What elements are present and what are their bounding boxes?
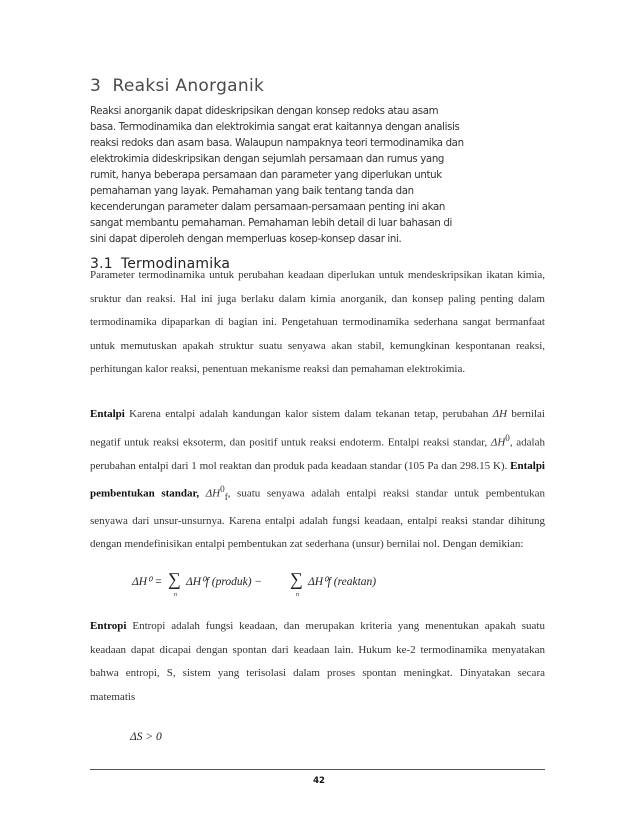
entalpi-text-4: , suatu senyawa adalah entalpi reaksi standar untuk pembentukan senyawa dari unsur-unsurnya. Karena entalpi adalah fungsi keadaan, entalpi reaksi standar dihitung dengan mendefinisikan entalpi pembentukan zat sederhana (unsur) bernilai nol. Dengan demikian: [90,487,545,550]
entalpi-text-2: bernilai negatif untuk reaksi eksoterm, dan positif untuk reaksi endoterm. Entalpi reaksi standar, [90,408,545,449]
entalpi-pembentukan-term: Entalpi pembentukan standar, [90,459,545,500]
chapter-title [90,76,264,96]
chapter-title-text: Reaksi Anorganik [112,76,265,96]
formula-sum-1: ∑ [168,569,181,589]
section-title-text: Termodinamika [120,256,231,272]
entropi-paragraph [90,615,545,709]
delta-hf-subscript: f [224,492,228,502]
enthalpy-formula [132,568,392,604]
delta-hf-superscript: 0 [220,484,225,495]
chapter-intro: Reaksi anorganik dapat dideskripsikan dengan konsep redoks atau asam basa. Termodinamika dan elektrokimia sangat erat kaitannya dengan analisis reaksi redoks dan asam basa. Walaupun nampaknya teori termodinamika dan elektrokimia dideskripsikan dengan sejumlah persamaan dan rumus yang rumit, hanya beberapa persamaan dan parameter yang diperlukan untuk pemahaman yang layak. Pemahaman yang baik tentang tanda dan kecenderungan parameter dalam persamaan-persamaan penting ini akan sangat membantu pemahaman. Pemahaman lebih detail di luar bahasan di sini dapat diperoleh dengan memperluas kosep-konsep dasar ini. [90,106,464,245]
entalpi-text-3: , adalah perubahan entalpi dari 1 mol reaktan dan produk pada keadaan standar (105 Pa dan 298.15 K). [90,436,545,472]
termodinamika-paragraph: Parameter termodinamika untuk perubahan keadaan diperlukan untuk mendeskripsikan ikatan kimia, sruktur dan reaksi. Hal ini juga berlaku dalam kimia anorganik, dan konsep paling penting dalam termodinamika dipaparkan di bagian ini. Pengetahuan termodinamika sederhana sangat bermanfaat untuk memutuskan apakah struktur suatu senyawa akan stabil, kemungkinan kespontanan reaksi, perhitungan kalor reaksi, penentuan mekanisme reaksi dan pemahaman elektrokimia. [90,269,545,375]
entalpi-term: Entalpi [90,408,125,420]
formula-term-reactants: ΔH⁰f (reaktan) [308,576,377,588]
formula-term-products: ΔH⁰f (produk) − [186,576,263,588]
formula-sum-1-index: n [174,592,177,598]
formula-sum-2: ∑ [290,569,303,589]
formula-lhs: ΔH⁰ = [132,576,163,588]
section-number: 3.1 [90,256,113,272]
entropi-text: Entropi adalah fungsi keadaan, dan merupakan kriteria yang menentukan apakah suatu keadaan dapat dicapai dengan spontan dari keadaan lain. Hukum ke-2 termodinamika menyatakan bahwa entropi, S, sistem yang terisolasi dalam proses spontan meningkat. Dinyatakan secara matematis [90,620,545,703]
delta-hf-symbol: ΔH [199,487,221,500]
entropy-inequality: ΔS > 0 [130,731,162,743]
delta-h0-superscript: 0 [505,432,510,443]
chapter-number: 3 [90,76,102,96]
formula-sum-2-index: n [296,592,299,598]
footer-divider [90,769,545,770]
page-number: 42 [313,776,325,786]
delta-h-symbol: ΔH [492,408,508,420]
delta-h0-symbol: ΔH [490,436,506,449]
entalpi-text-1: Karena entalpi adalah kandungan kalor sistem dalam tekanan tetap, perubahan [124,408,493,420]
entropi-term: Entropi [90,620,127,632]
entalpi-paragraph [90,403,545,557]
